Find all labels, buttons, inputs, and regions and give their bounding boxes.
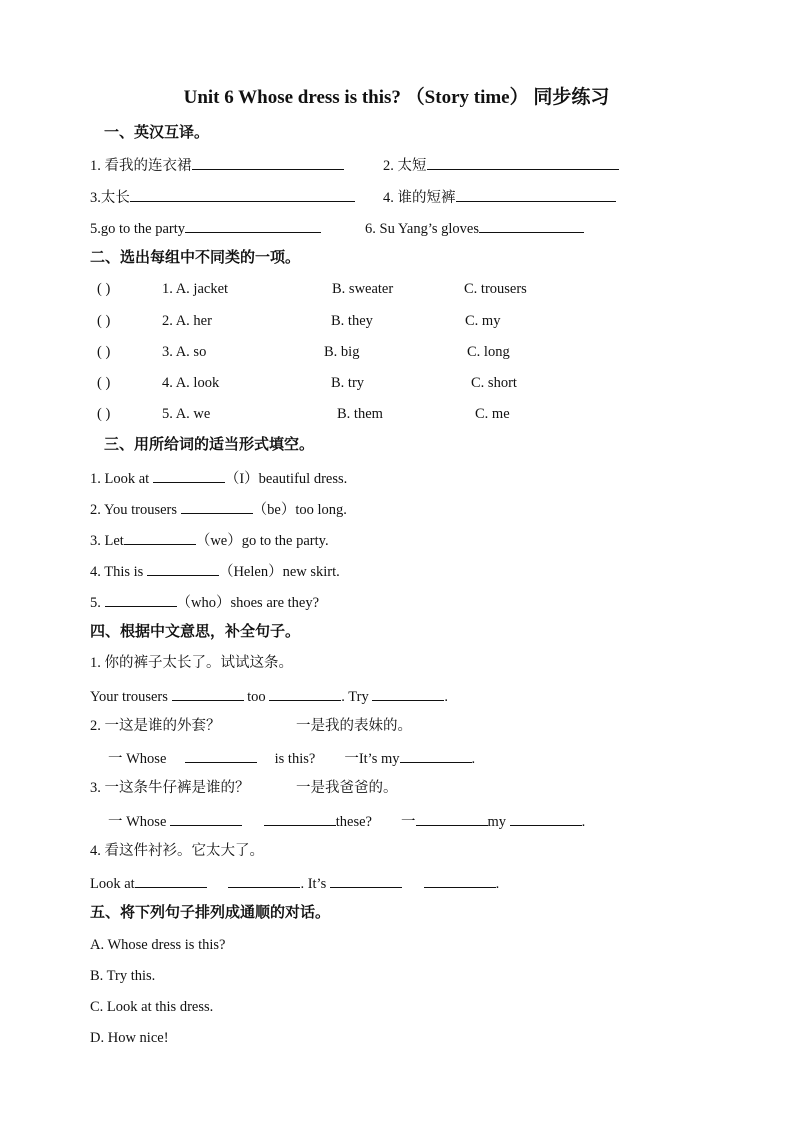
s1-q4-text: 4. 谁的短裤 <box>383 190 456 206</box>
answer-blank[interactable] <box>372 685 444 701</box>
s4-q3-chinese-b: 一是我爸爸的。 <box>296 780 398 796</box>
section-4-heading: 四、根据中文意思，补全句子。 <box>90 624 301 640</box>
answer-blank[interactable] <box>416 810 488 826</box>
s4-q4-c: . <box>495 876 500 892</box>
answer-blank[interactable] <box>264 810 336 826</box>
s5-line-d: D. How nice! <box>90 1030 169 1046</box>
s2-option-c: C. my <box>465 313 501 329</box>
s1-q6 <box>365 217 584 239</box>
answer-blank[interactable] <box>130 186 355 202</box>
s4-q4-chinese: 4. 看这件衬衫。它太大了。 <box>90 843 264 859</box>
s4-q3-b: these? <box>335 814 372 830</box>
answer-blank[interactable] <box>135 872 207 888</box>
s2-paren[interactable]: ( ) <box>97 375 111 391</box>
s4-q3-e: . <box>581 814 586 830</box>
s3-q1-post: （I）beautiful dress. <box>224 471 348 487</box>
answer-blank[interactable] <box>510 810 582 826</box>
s3-q3-pre: 3. Let <box>90 533 124 549</box>
section-1-heading: 一、英汉互译。 <box>104 125 210 141</box>
page-title: Unit 6 Whose dress is this? （Story time） 同步练习 <box>183 87 610 108</box>
s2-option-b: B. sweater <box>332 281 394 297</box>
s1-q3 <box>90 186 355 208</box>
s4-q4-a: Look at <box>90 876 135 892</box>
s4-q2-b: is this? <box>274 751 316 767</box>
s4-q3-a: 一 Whose <box>108 814 167 830</box>
s1-q4 <box>383 186 616 208</box>
s2-option-b: B. them <box>337 406 383 422</box>
s3-q1-pre: 1. Look at <box>90 471 150 487</box>
answer-blank[interactable] <box>424 872 496 888</box>
s1-q5 <box>90 217 321 239</box>
s1-q5-text: 5.go to the party <box>90 221 186 237</box>
answer-blank[interactable] <box>172 685 244 701</box>
s2-option-a: 3. A. so <box>162 344 207 360</box>
s4-q4-b: . It’s <box>300 876 327 892</box>
answer-blank[interactable] <box>185 747 257 763</box>
s4-q2-english <box>108 747 475 769</box>
answer-blank[interactable] <box>105 591 177 607</box>
s3-q3-post: （we）go to the party. <box>195 533 329 549</box>
s4-q2-chinese-a: 2. 一这是谁的外套？ <box>90 718 221 734</box>
s1-q2 <box>383 154 619 176</box>
s2-paren[interactable]: ( ) <box>97 281 111 297</box>
s2-option-a: 1. A. jacket <box>162 281 229 297</box>
s4-q1-c: . Try <box>341 689 369 705</box>
s5-line-c: C. Look at this dress. <box>90 999 214 1015</box>
s1-q3-text: 3.太长 <box>90 190 130 206</box>
section-5-heading: 五、将下列句子排列成通顺的对话。 <box>90 905 331 921</box>
s2-option-b: B. try <box>331 375 365 391</box>
s5-line-a: A. Whose dress is this? <box>90 937 226 953</box>
s2-option-c: C. me <box>475 406 510 422</box>
s2-option-a: 2. A. her <box>162 313 212 329</box>
answer-blank[interactable] <box>228 872 300 888</box>
answer-blank[interactable] <box>153 467 225 483</box>
s2-paren[interactable]: ( ) <box>97 344 111 360</box>
s4-q4-english <box>90 872 499 894</box>
s3-q2 <box>90 498 347 520</box>
s2-option-c: C. short <box>471 375 517 391</box>
s3-q4 <box>90 560 340 582</box>
s4-q1-english <box>90 685 448 707</box>
answer-blank[interactable] <box>456 186 616 202</box>
s5-line-b: B. Try this. <box>90 968 156 984</box>
answer-blank[interactable] <box>192 154 344 170</box>
section-3-heading: 三、用所给词的适当形式填空。 <box>104 437 315 453</box>
s4-q1-chinese: 1. 你的裤子太长了。试试这条。 <box>90 655 293 671</box>
s2-option-a: 4. A. look <box>162 375 220 391</box>
s4-q3-d: my <box>487 814 507 830</box>
answer-blank[interactable] <box>330 872 402 888</box>
s2-paren[interactable]: ( ) <box>97 313 111 329</box>
answer-blank[interactable] <box>400 747 472 763</box>
answer-blank[interactable] <box>170 810 242 826</box>
s4-q2-d: . <box>471 751 476 767</box>
s4-q3-english <box>108 810 585 832</box>
answer-blank[interactable] <box>185 217 321 233</box>
s2-option-a: 5. A. we <box>162 406 211 422</box>
answer-blank[interactable] <box>124 529 196 545</box>
s3-q3 <box>90 529 329 551</box>
s4-q3-chinese-a: 3. 一这条牛仔裤是谁的？ <box>90 780 250 796</box>
s4-q2-chinese-b: 一是我的表妹的。 <box>296 718 412 734</box>
s4-q1-b: too <box>247 689 266 705</box>
answer-blank[interactable] <box>269 685 341 701</box>
s4-q2-a: 一 Whose <box>108 751 167 767</box>
s4-q3-c: 一 <box>401 814 416 830</box>
s3-q4-post: （Helen）new skirt. <box>218 564 340 580</box>
s4-q1-d: . <box>444 689 448 705</box>
answer-blank[interactable] <box>181 498 253 514</box>
s1-q2-text: 2. 太短 <box>383 158 427 174</box>
s3-q4-pre: 4. This is <box>90 564 144 580</box>
section-2-heading: 二、选出每组中不同类的一项。 <box>90 250 301 266</box>
s1-q6-text: 6. Su Yang’s gloves <box>365 221 480 237</box>
s3-q2-post: （be）too long. <box>252 502 347 518</box>
s3-q5-pre: 5. <box>90 595 101 611</box>
s4-q2-c: 一It’s my <box>344 751 400 767</box>
answer-blank[interactable] <box>147 560 219 576</box>
answer-blank[interactable] <box>479 217 584 233</box>
s2-paren[interactable]: ( ) <box>97 406 111 422</box>
s4-q1-a: Your trousers <box>90 689 168 705</box>
s2-option-b: B. big <box>324 344 360 360</box>
s3-q1 <box>90 467 347 489</box>
s3-q5-post: （who）shoes are they? <box>176 595 320 611</box>
s3-q5 <box>90 591 319 613</box>
answer-blank[interactable] <box>427 154 619 170</box>
s1-q1 <box>90 154 344 176</box>
s2-option-b: B. they <box>331 313 373 329</box>
s2-option-c: C. trousers <box>464 281 527 297</box>
s3-q2-pre: 2. You trousers <box>90 502 178 518</box>
s1-q1-text: 1. 看我的连衣裙 <box>90 158 192 174</box>
s2-option-c: C. long <box>467 344 510 360</box>
